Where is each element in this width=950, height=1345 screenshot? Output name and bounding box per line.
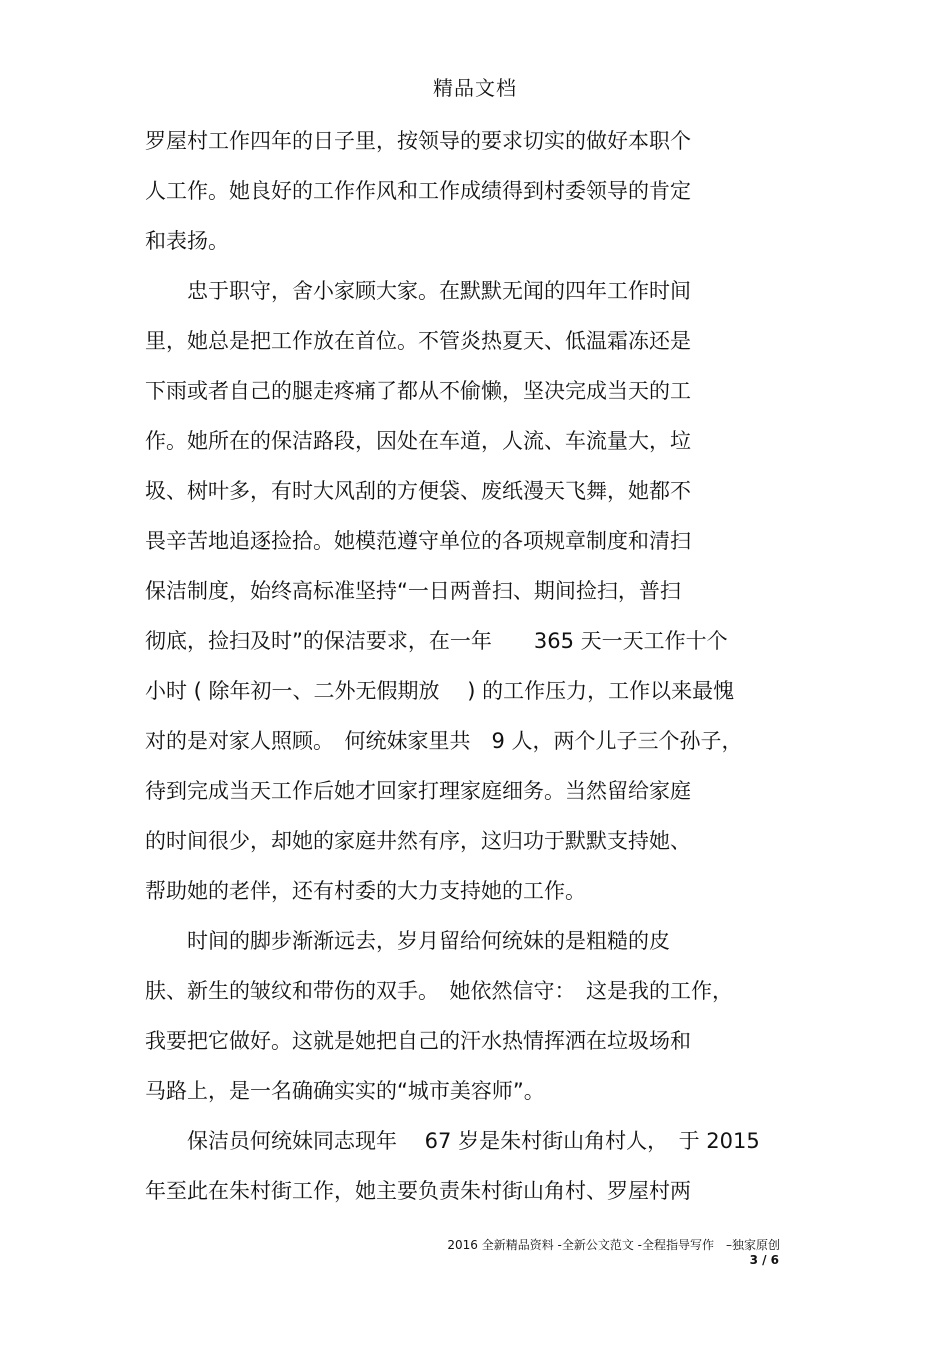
- body-line: 忠于职守，舍小家顾大家。在默默无闻的四年工作时间: [145, 279, 691, 303]
- body-line: 和表扬。: [145, 229, 229, 253]
- body-line: 作。她所在的保洁路段，因处在车道，人流、车流量大，垃: [145, 429, 691, 453]
- body-line: 保洁员何统妹同志现年 67 岁是朱村街山角村人， 于 2015: [145, 1129, 760, 1153]
- page-number: 3 / 6: [749, 1253, 779, 1267]
- body-line: 圾、树叶多，有时大风刮的方便袋、废纸漫天飞舞，她都不: [145, 479, 691, 503]
- body-line: 我要把它做好。这就是她把自己的汗水热情挥洒在垃圾场和: [145, 1029, 691, 1053]
- body-line: 畏辛苦地追逐捡拾。她模范遵守单位的各项规章制度和清扫: [145, 529, 691, 553]
- body-line: 时间的脚步渐渐远去，岁月留给何统妹的是粗糙的皮: [145, 929, 670, 953]
- body-line: 年至此在朱村街工作，她主要负责朱村街山角村、罗屋村两: [145, 1179, 691, 1203]
- body-line: 罗屋村工作四年的日子里，按领导的要求切实的做好本职个: [145, 129, 691, 153]
- footer-note: 2016 全新精品资料 -全新公文范文 -全程指导写作 –独家原创: [447, 1238, 780, 1252]
- body-line: 里，她总是把工作放在首位。不管炎热夏天、低温霜冻还是: [145, 329, 691, 353]
- page-header: 精品文档: [433, 76, 517, 100]
- body-line: 彻底，捡扫及时”的保洁要求，在一年 365 天一天工作十个: [145, 629, 728, 653]
- body-line: 对的是对家人照顾。 何统妹家里共 9 人，两个儿子三个孙子，: [145, 729, 743, 753]
- body-line: 小时 ( 除年初一、二外无假期放 ) 的工作压力，工作以来最愧: [145, 679, 735, 703]
- body-line: 马路上，是一名确确实实的“城市美容师”。: [145, 1079, 545, 1103]
- body-line: 帮助她的老伴，还有村委的大力支持她的工作。: [145, 879, 586, 903]
- body-line: 保洁制度，始终高标准坚持“一日两普扫、期间捡扫，普扫: [145, 579, 681, 603]
- body-line: 待到完成当天工作后她才回家打理家庭细务。当然留给家庭: [145, 779, 691, 803]
- body-line: 肤、新生的皱纹和带伤的双手。 她依然信守： 这是我的工作，: [145, 979, 733, 1003]
- body-line: 人工作。她良好的工作作风和工作成绩得到村委领导的肯定: [145, 179, 691, 203]
- body-line: 下雨或者自己的腿走疼痛了都从不偷懒，坚决完成当天的工: [145, 379, 691, 403]
- body-line: 的时间很少，却她的家庭井然有序，这归功于默默支持她、: [145, 829, 691, 853]
